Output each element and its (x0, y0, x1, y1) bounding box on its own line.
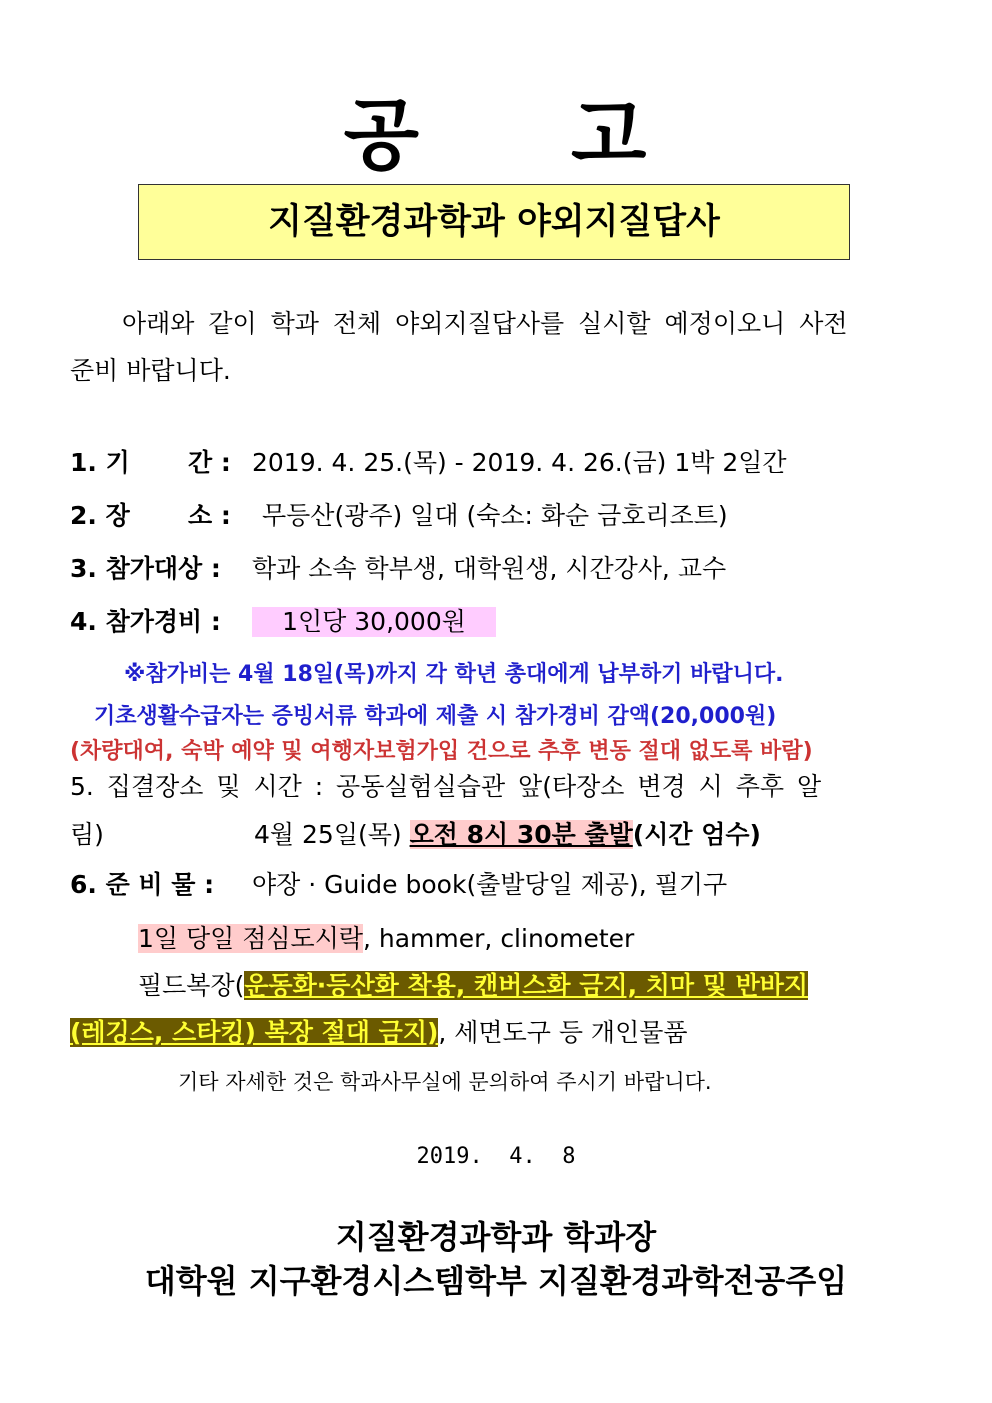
supplies-tools: , hammer, clinometer (363, 924, 635, 953)
item-supplies-line-3 (138, 971, 808, 1001)
item-meeting-strict: (시간 엄수) (632, 820, 761, 849)
item-place (70, 501, 728, 531)
item-place-value: 무등산(광주) 일대 (숙소: 화순 금호리조트) (262, 501, 728, 530)
item-meeting-line-2 (70, 820, 761, 850)
item-meeting-line-1: 5. 집결장소 및 시간 : 공동실험실습관 앞(타장소 변경 시 추후 알 (70, 772, 822, 801)
signature-line-2: 대학원 지구환경시스템학부 지질환경과학전공주임 (144, 1262, 848, 1300)
item-supplies-label: 6. 준 비 물 : (70, 870, 215, 899)
item-period-label: 1. 기 (70, 448, 130, 477)
item-fee-label: 4. 참가경비 : (70, 607, 221, 636)
item-period-label-2: 간 : (188, 448, 231, 477)
supplies-clothing-rule-1: 운동화·등산화 착용, 캔버스화 금지, 치마 및 반바지 (244, 971, 809, 1000)
item-supplies-line-4 (70, 1018, 688, 1048)
item-participants-value: 학과 소속 학부생, 대학원생, 시간강사, 교수 (252, 554, 727, 583)
supplies-clothing-rule-2: (레깅스, 스타킹) 복장 절대 금지) (70, 1018, 439, 1047)
title-char-1: 공 (343, 91, 421, 181)
supplies-clothing-label: 필드복장( (138, 971, 245, 1000)
item-meeting-cont: 림) (70, 820, 104, 849)
notice-date: 2019. 4. 8 (416, 1144, 576, 1169)
note-payment: ※참가비는 4월 18일(목)까지 각 학년 총대에게 납부하기 바랍니다. (124, 662, 784, 687)
closing-note: 기타 자세한 것은 학과사무실에 문의하여 주시기 바랍니다. (178, 1070, 712, 1094)
supplies-lunch: 1일 당일 점심도시락 (138, 924, 363, 953)
item-participants-label: 3. 참가대상 : (70, 554, 221, 583)
item-participants (70, 554, 726, 584)
item-fee (70, 607, 496, 637)
note-reduction: 기초생활수급자는 증빙서류 학과에 제출 시 참가경비 감액(20,000원) (94, 704, 777, 729)
item-period (70, 448, 787, 478)
item-place-label-2: 소 : (188, 501, 231, 530)
intro-line-1: 아래와 같이 학과 전체 야외지질답사를 실시할 예정이오니 사전 (122, 309, 848, 338)
item-supplies-line-2 (138, 924, 634, 954)
item-supplies (70, 870, 727, 900)
item-period-value: 2019. 4. 25.(목) - 2019. 4. 26.(금) 1박 2일간 (252, 448, 787, 477)
intro-line-2: 준비 바랍니다. (70, 356, 231, 385)
item-meeting-time: 오전 8시 30분 출발 (409, 820, 633, 849)
item-place-label: 2. 장 (70, 501, 130, 530)
title-char-2: 고 (571, 91, 649, 181)
item-supplies-line-1: 야장 · Guide book(출발당일 제공), 필기구 (252, 870, 728, 899)
subject-banner: 지질환경과학과 야외지질답사 (138, 184, 850, 260)
supplies-personal: , 세면도구 등 개인물품 (438, 1018, 688, 1047)
signature-line-1: 지질환경과학과 학과장 (335, 1218, 657, 1256)
item-meeting-date: 4월 25일(목) (254, 820, 402, 849)
note-warning: (차량대여, 숙박 예약 및 여행자보험가입 건으로 추후 변동 절대 없도록 바람) (70, 739, 813, 764)
item-fee-value: 1인당 30,000원 (252, 607, 496, 637)
page-title (0, 88, 992, 184)
